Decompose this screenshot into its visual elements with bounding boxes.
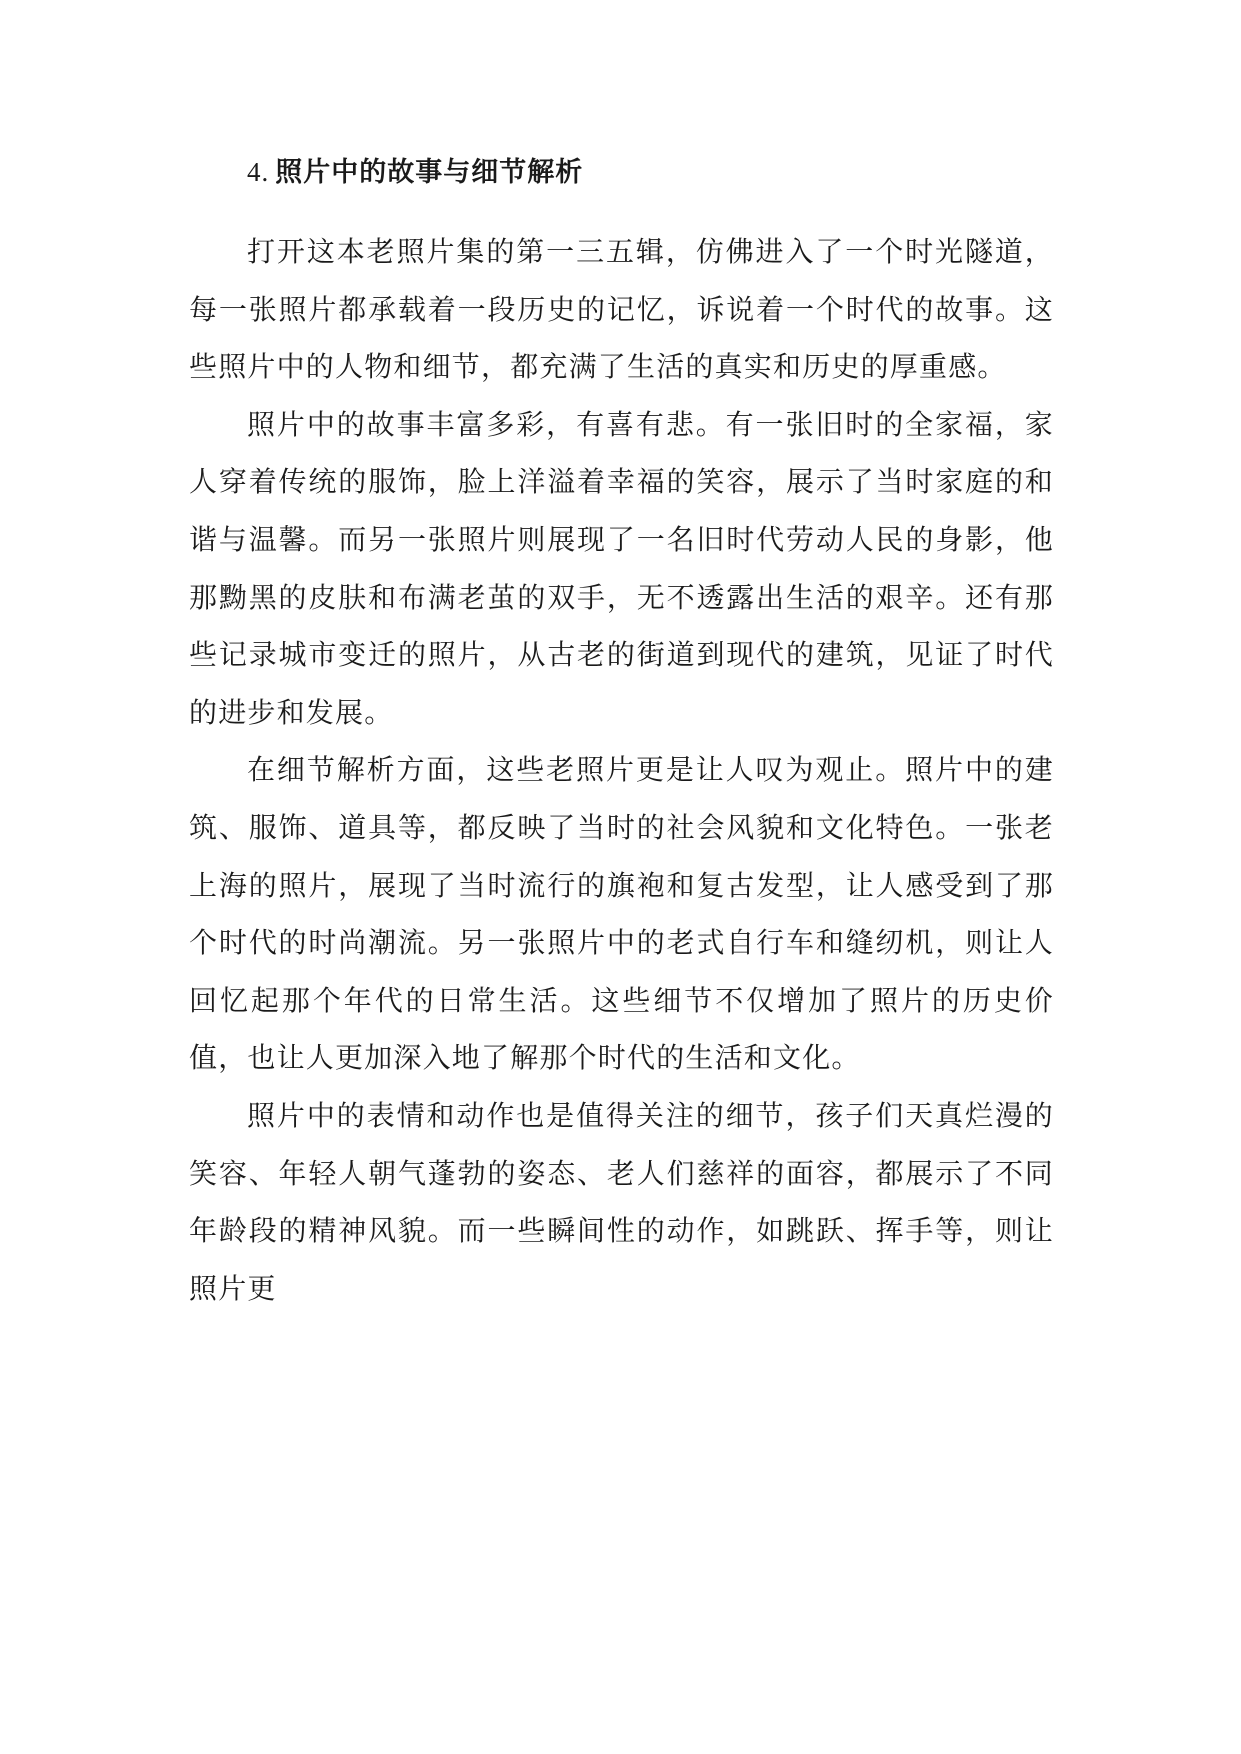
paragraph: 照片中的表情和动作也是值得关注的细节，孩子们天真烂漫的笑容、年轻人朝气蓬勃的姿态、老人们慈祥的面容，都展示了不同年龄段的精神风貌。而一些瞬间性的动作，如跳跃、挥手等，则让照片更 [189, 1098, 1054, 1305]
section-heading [189, 146, 1054, 198]
paragraph: 在细节解析方面，这些老照片更是让人叹为观止。照片中的建筑、服饰、道具等，都反映了当时的社会风貌和文化特色。一张老上海的照片，展现了当时流行的旗袍和复古发型，让人感受到了那个时代的时尚潮流。另一张照片中的老式自行车和缝纫机，则让人回忆起那个年代的日常生活。这些细节不仅增加了照片的历史价值，也让人更加深入地了解那个时代的生活和文化。 [189, 753, 1054, 1075]
section-title: 照片中的故事与细节解析 [275, 157, 584, 188]
section-number: 4. [247, 157, 270, 187]
paragraph: 照片中的故事丰富多彩，有喜有悲。有一张旧时的全家福，家人穿着传统的服饰，脸上洋溢着幸福的笑容，展示了当时家庭的和谐与温馨。而另一张照片则展现了一名旧时代劳动人民的身影，他那黝黑的皮肤和布满老茧的双手，无不透露出生活的艰辛。还有那些记录城市变迁的照片，从古老的街道到现代的建筑，见证了时代的进步和发展。 [189, 407, 1054, 729]
paragraph: 打开这本老照片集的第一三五辑，仿佛进入了一个时光隧道，每一张照片都承载着一段历史的记忆，诉说着一个时代的故事。这些照片中的人物和细节，都充满了生活的真实和历史的厚重感。 [189, 235, 1054, 384]
document-body [189, 146, 1054, 1317]
